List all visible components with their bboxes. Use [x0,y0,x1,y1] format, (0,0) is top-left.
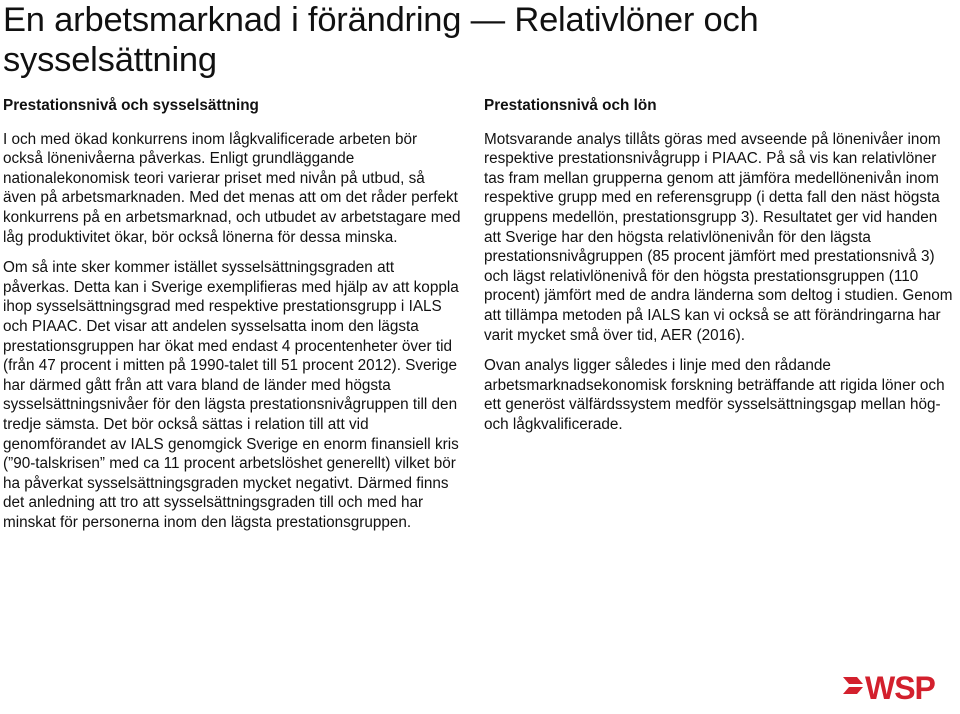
left-paragraph-2: Om så inte sker kommer istället sysselsättningsgraden att påverkas. Detta kan i Sverige exemplifieras med hjälp av att koppla ihop sysselsättningsgrad med respektive prestationsgrupp i IALS och PIAAC. Det visar att andelen sysselsatta inom den lägsta prestationsgruppen har ökat med endast 4 procentenheter över tid (från 47 procent i mitten på 1990-talet till 51 procent 2012). Sverige har därmed gått från att vara bland de länder med högsta sysselsättningsnivåer för den lägsta prestationsnivågruppen till den tredje sämsta. Det bör också sättas i relation till att vid genomförandet av IALS genomgick Sverige en enorm finansiell kris (”90-talskrisen” med ca 11 procent arbetslöshet generellt) vilket bör ha påverkat sysselsättningsgraden mycket negativt. Därmed finns det anledning att tro att sysselsättningsgraden till och med har minskat för personerna inom den lägsta prestationsgruppen. [3,259,459,531]
wsp-logo-mark [843,670,953,704]
right-paragraph-2: Ovan analys ligger således i linje med den rådande arbetsmarknadsekonomisk forskning beträffande att rigida löner och ett generöst välfärdssystem medför sysselsättningsgap mellan hög- och lågkvalificerade. [484,357,945,433]
wsp-logo [843,670,953,704]
right-column [484,96,954,446]
right-column-heading: Prestationsnivå och lön [484,97,657,114]
left-column [3,96,461,543]
logo-text: WSP [865,670,935,704]
left-paragraph-1: I och med ökad konkurrens inom lågkvalificerade arbeten bör också lönenivåerna påverkas. Enligt grundläggande nationalekonomisk teori varierar priset med nivån på utbud, så även på arbetsmarknaden. Med det menas att om det råder perfekt konkurrens på en arbetsmarknad, och utbudet av arbetstagare med låg produktivitet ökar, bör också lönerna för dessa minska. [3,130,461,246]
logo-chevron-bottom [843,687,863,694]
left-column-heading: Prestationsnivå och sysselsättning [3,97,259,114]
logo-chevron-top [843,677,863,684]
slide-title: En arbetsmarknad i förändring — Relativlöner och sysselsättning [3,1,759,79]
right-paragraph-1: Motsvarande analys tillåts göras med avseende på lönenivåer inom respektive prestationsnivågrupp i PIAAC. På så vis kan relativlöner tas fram mellan grupperna genom att jämföra medellönenivån inom respektive grupp med en referensgrupp (i detta fall den näst högsta gruppens medellön, prestationsgrupp 3). Resultatet ger vid handen att Sverige har den högsta relativlönenivån för den lägsta prestationsnivågruppen (85 procent jämfört med prestationsnivå 3) och lägst relativlönenivå för den högsta prestationsgruppen (110 procent) jämfört med de andra länderna som deltog i studien. Genom att tillämpa metoden på IALS kan vi också se att förändringarna har varit mycket små över tid, AER (2016). [484,130,953,344]
